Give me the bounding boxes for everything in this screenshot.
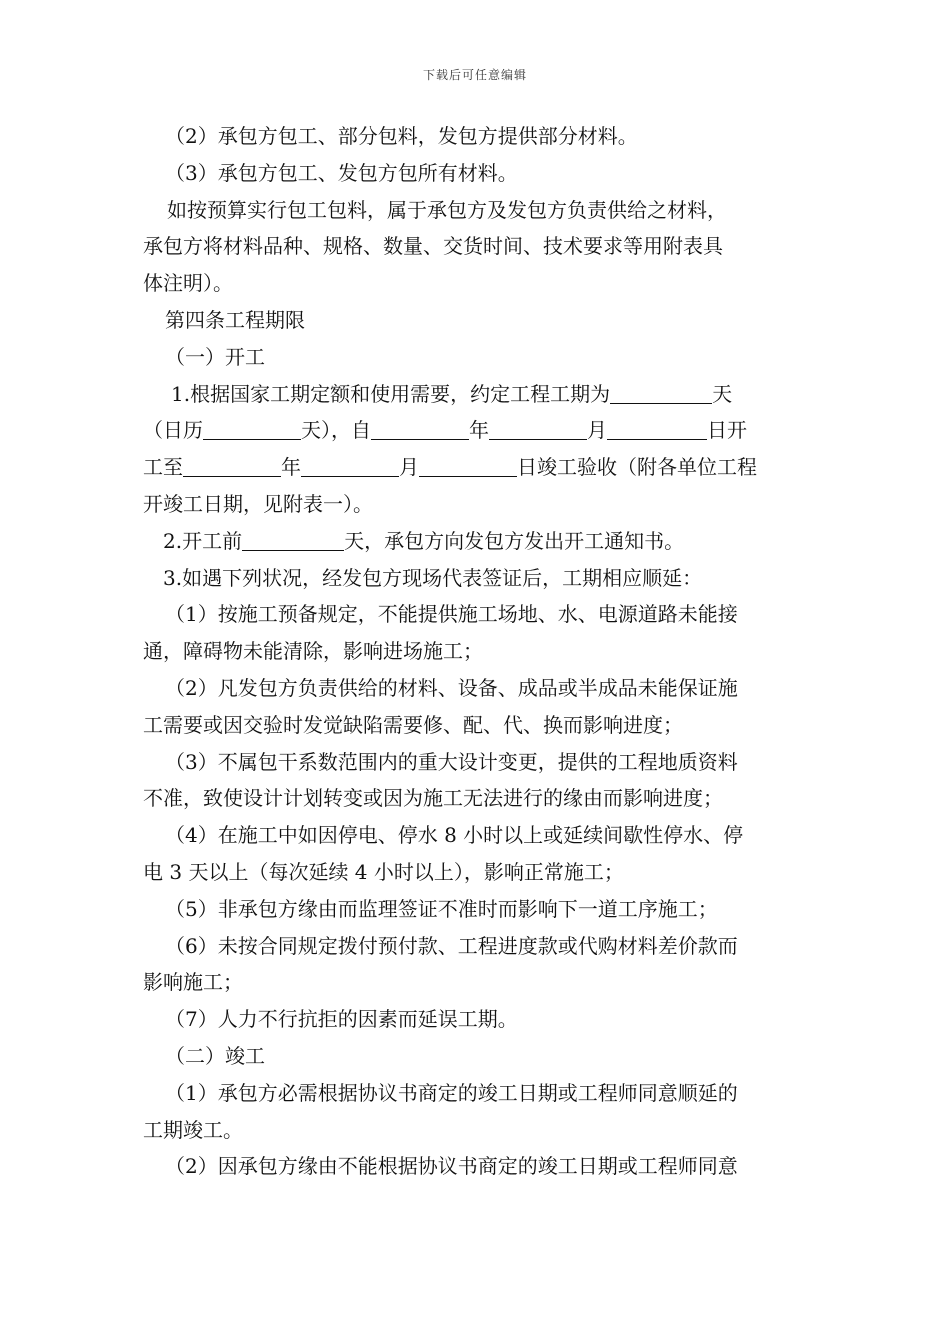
paragraph-line-with-blanks: [143, 412, 808, 449]
fill-in-blank[interactable]: [607, 417, 707, 440]
paragraph-line: （2）承包方包工、部分包料，发包方提供部分材料。: [165, 124, 638, 148]
paragraph-line: 3.如遇下列状况，经发包方现场代表签证后，工期相应顺延：: [163, 565, 703, 590]
paragraph-line: （2）凡发包方负责供给的材料、设备、成品或半成品未能保证施: [165, 675, 738, 700]
paragraph-line: （1）按施工预备规定，不能提供施工场地、水、电源道路未能接: [165, 602, 738, 627]
line-text: 天），自: [301, 418, 371, 443]
line-text: 工至: [143, 455, 183, 480]
fill-in-blank[interactable]: [610, 381, 712, 404]
paragraph-line: 影响施工；: [143, 970, 243, 995]
fill-in-blank[interactable]: [371, 417, 469, 440]
paragraph-line: 如按预算实行包工包料，属于承包方及发包方负责供给之材料，: [167, 197, 727, 222]
paragraph-line: （3）不属包干系数范围内的重大设计变更，提供的工程地质资料: [165, 749, 738, 774]
fill-in-blank[interactable]: [489, 417, 587, 440]
line-text: 1.根据国家工期定额和使用需要，约定工程工期为: [171, 381, 611, 406]
line-text: 天，承包方向发包方发出开工通知书。: [344, 528, 685, 553]
line-text: 年: [281, 455, 301, 480]
paragraph-line: （2）因承包方缘由不能根据协议书商定的竣工日期或工程师同意: [165, 1154, 738, 1179]
paragraph-line: 不准，致使设计计划转变或因为施工无法进行的缘由而影响进度；: [143, 786, 723, 811]
paragraph-line: （1）承包方必需根据协议书商定的竣工日期或工程师同意顺延的: [165, 1080, 738, 1105]
paragraph-line: 工期竣工。: [143, 1117, 243, 1142]
paragraph-line: （6）未按合同规定拨付预付款、工程进度款或代购材料差价款而: [165, 933, 738, 958]
paragraph-line: （7）人力不行抗拒的因素而延误工期。: [165, 1007, 518, 1032]
paragraph-line: 工需要或因交验时发觉缺陷需要修、配、代、换而影响进度；: [143, 712, 683, 737]
page-header: 下载后可任意编辑: [422, 68, 527, 82]
line-text: 2.开工前: [163, 528, 243, 553]
subsection-heading: （二）竣工: [165, 1043, 265, 1068]
paragraph-line: （5）非承包方缘由而监理签证不准时而影响下一道工序施工；: [165, 896, 718, 921]
paragraph-line: 通，障碍物未能清除，影响进场施工；: [143, 639, 483, 664]
paragraph-line: 电 3 天以上（每次延续 4 小时以上），影响正常施工；: [143, 859, 624, 884]
line-text: 月: [399, 455, 419, 480]
line-text: 天: [712, 381, 733, 406]
fill-in-blank[interactable]: [203, 417, 301, 440]
paragraph-line-with-blanks: [143, 449, 808, 486]
fill-in-blank[interactable]: [419, 454, 517, 477]
subsection-heading: （一）开工: [165, 344, 265, 369]
paragraph-line-with-blanks: [143, 523, 808, 560]
line-text: 月: [587, 418, 607, 443]
line-text: 年: [469, 418, 489, 443]
line-text: 日竣工验收（附各单位工程: [517, 455, 757, 480]
fill-in-blank[interactable]: [301, 454, 399, 477]
line-text: 日开: [707, 418, 747, 443]
line-text: （日历: [143, 418, 203, 443]
paragraph-line: （3）承包方包工、发包方包所有材料。: [165, 160, 518, 185]
paragraph-line: 体注明）。: [143, 271, 233, 296]
fill-in-blank[interactable]: [242, 528, 344, 551]
paragraph-line: （4）在施工中如因停电、停水 8 小时以上或延续间歇性停水、停: [165, 823, 744, 848]
fill-in-blank[interactable]: [183, 454, 281, 477]
section-heading: 第四条工程期限: [165, 307, 305, 332]
paragraph-line: 开竣工日期，见附表一）。: [143, 491, 373, 516]
document-body: [143, 118, 808, 1185]
paragraph-line-with-blanks: [143, 376, 808, 413]
paragraph-line: 承包方将材料品种、规格、数量、交货时间、技术要求等用附表具: [143, 234, 723, 259]
